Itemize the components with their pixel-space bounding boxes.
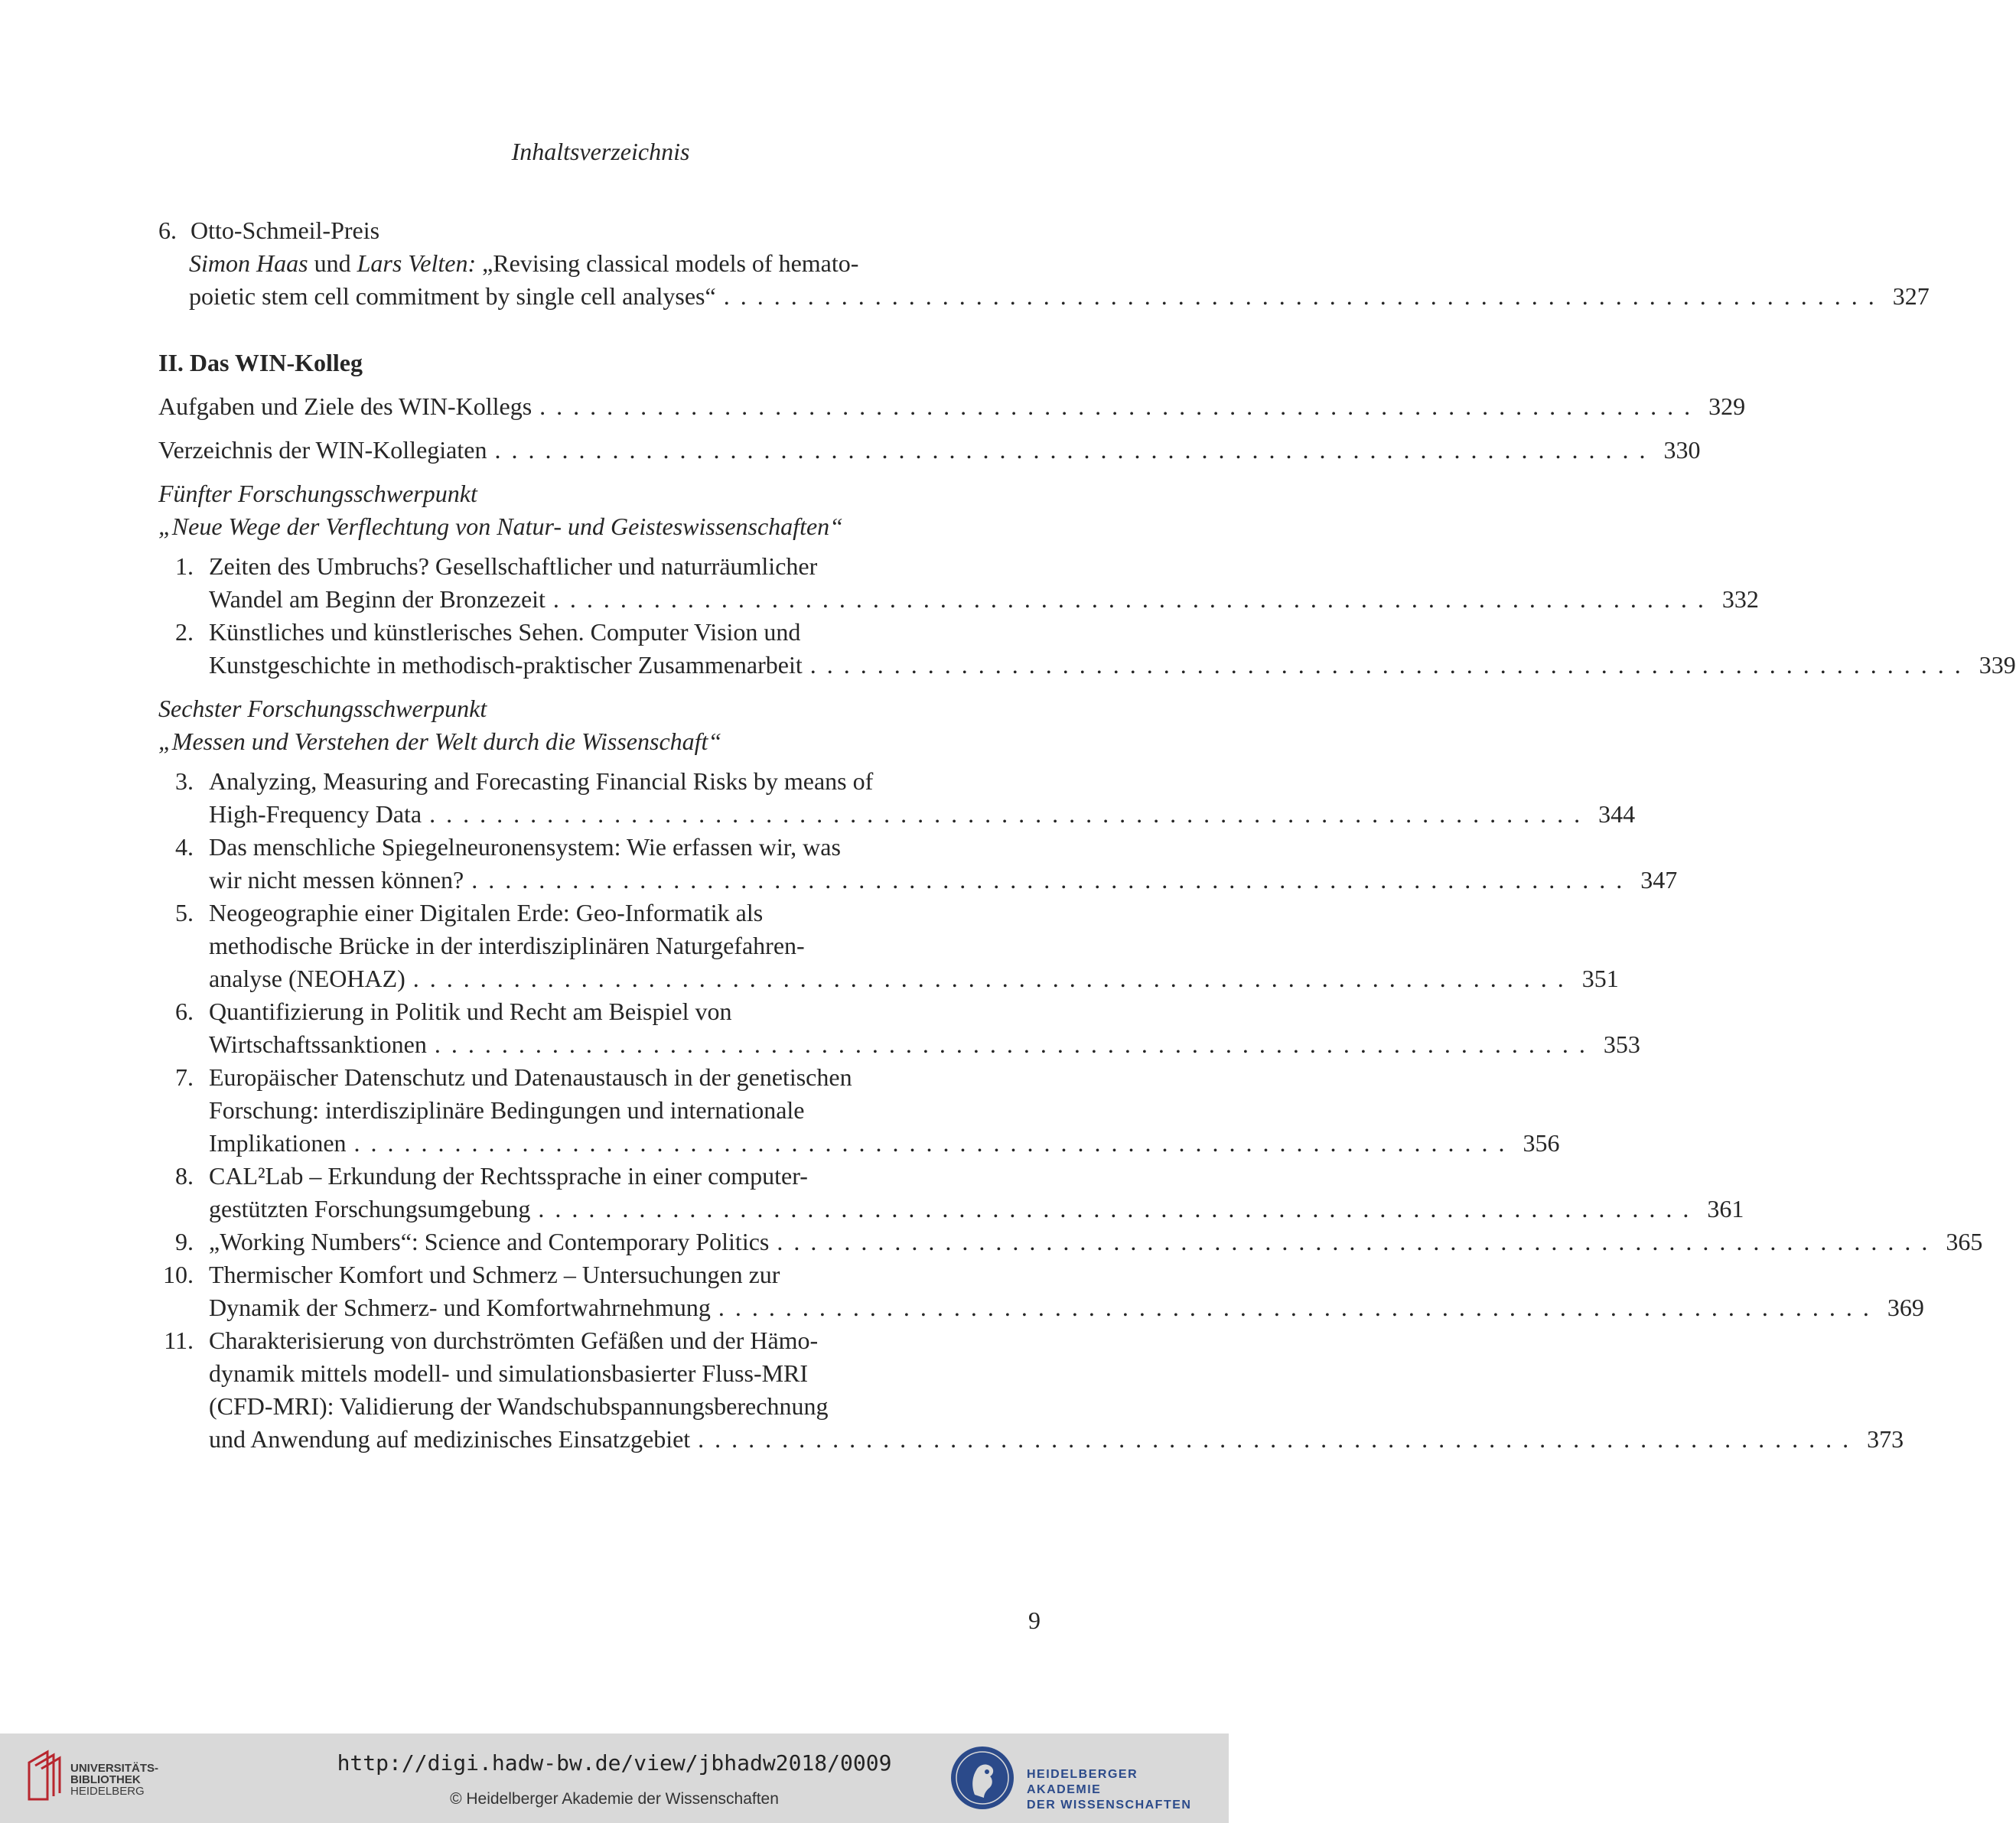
toc-item-otto-authors bbox=[158, 247, 1042, 280]
toc-item-text: Aufgaben und Ziele des WIN-Kollegs bbox=[158, 392, 532, 420]
toc-entry bbox=[158, 616, 2016, 682]
research-focus-subtitle: „Neue Wege der Verflechtung von Natur- und Geisteswissenschaften“ bbox=[158, 513, 843, 540]
toc-entry-text: Kunstgeschichte in methodisch-praktischer Zusammenarbeit bbox=[209, 651, 803, 679]
toc-entry-number: 8. bbox=[175, 1162, 194, 1190]
toc-entry-line bbox=[158, 1357, 1042, 1390]
toc-entry-line bbox=[158, 583, 1759, 616]
toc-entry-line bbox=[158, 798, 1636, 831]
toc-entry-line bbox=[158, 1061, 1042, 1094]
toc-page-number: 347 bbox=[1640, 866, 1678, 894]
leader-dots: . . . . . . . . . . . . . . . . . . . . . . . . . . . . . . . . . . . . . . . . . . . . . . . . . . . . . . . . . . . . . . . . . . . . . bbox=[412, 965, 1566, 992]
toc-entry-text: Analyzing, Measuring and Forecasting Financial Risks by means of bbox=[209, 767, 874, 795]
toc-entry-number: 4. bbox=[175, 833, 194, 861]
table-of-contents bbox=[158, 214, 2016, 1456]
author-name: Simon Haas bbox=[189, 249, 308, 277]
leader-dots: . . . . . . . . . . . . . . . . . . . . . . . . . . . . . . . . . . . . . . . . . . . . . . . . . . . . . . . . . . . . . . . . . . . . . bbox=[429, 800, 1583, 828]
copyright-notice: © Heidelberger Akademie der Wissenschaften bbox=[450, 1790, 779, 1808]
toc-page-number: 330 bbox=[1663, 436, 1701, 464]
toc-entry-text: Charakterisierung von durchströmten Gefäßen und der Hämo- bbox=[209, 1327, 819, 1354]
toc-entry bbox=[158, 831, 1678, 897]
toc-page-number: 369 bbox=[1887, 1294, 1924, 1321]
toc-item-otto-title bbox=[158, 214, 1042, 247]
toc-entry-text: Dynamik der Schmerz- und Komfortwahrnehmung bbox=[209, 1294, 711, 1321]
toc-entry-number: 5. bbox=[175, 899, 194, 926]
toc-entry-number: 11. bbox=[164, 1327, 194, 1354]
page-number: 9 bbox=[1028, 1607, 1041, 1634]
toc-entry-text: Wandel am Beginn der Bronzezeit bbox=[209, 585, 546, 613]
toc-entry bbox=[158, 1160, 1744, 1226]
logo-line: DER WISSENSCHAFTEN bbox=[1027, 1799, 1192, 1812]
toc-entry-line bbox=[158, 1127, 1560, 1160]
research-focus-subtitle: „Messen und Verstehen der Welt durch die Wissenschaft“ bbox=[158, 728, 722, 755]
toc-entry bbox=[158, 1324, 1904, 1456]
toc-entry bbox=[158, 1226, 1983, 1258]
toc-entry-line bbox=[158, 550, 1042, 583]
toc-entry-number: 3. bbox=[175, 767, 194, 795]
toc-entry-line bbox=[158, 1226, 1983, 1258]
toc-entry-line bbox=[158, 765, 1042, 798]
toc-item-verzeichnis bbox=[158, 434, 1701, 467]
author-name: Lars Velten: bbox=[357, 249, 477, 277]
toc-entry-line bbox=[158, 1160, 1042, 1193]
leader-dots: . . . . . . . . . . . . . . . . . . . . . . . . . . . . . . . . . . . . . . . . . . . . . . . . . . . . . . . . . . . . . . . . . . . . . bbox=[538, 1195, 1692, 1222]
toc-entry-line bbox=[158, 1291, 1924, 1324]
toc-entries-group-2 bbox=[158, 765, 1983, 1456]
toc-entry-line bbox=[158, 1324, 1042, 1357]
toc-entry-text: Das menschliche Spiegelneuronensystem: Wie erfassen wir, was bbox=[209, 833, 841, 861]
academy-seal-icon bbox=[949, 1744, 1016, 1812]
toc-entry-number: 7. bbox=[175, 1063, 194, 1091]
toc-page-number: 356 bbox=[1523, 1129, 1560, 1157]
leader-dots: . . . . . . . . . . . . . . . . . . . . . . . . . . . . . . . . . . . . . . . . . . . . . . . . . . . . . . . . . . . . . . . . . . . . . bbox=[539, 392, 1693, 420]
leader-dots: . . . . . . . . . . . . . . . . . . . . . . . . . . . . . . . . . . . . . . . . . . . . . . . . . . . . . . . . . . . . . . . . . . . . . bbox=[777, 1228, 1930, 1255]
toc-entry-line bbox=[158, 864, 1678, 897]
toc-page-number: 344 bbox=[1598, 800, 1636, 828]
leader-dots: . . . . . . . . . . . . . . . . . . . . . . . . . . . . . . . . . . . . . . . . . . . . . . . . . . . . . . . . . . . . . . . . . . . . . bbox=[718, 1294, 1871, 1321]
toc-entry-text: Künstliches und künstlerisches Sehen. Computer Vision und bbox=[209, 618, 801, 646]
toc-entry-text: Thermischer Komfort und Schmerz – Untersuchungen zur bbox=[209, 1261, 780, 1288]
toc-entry-text: gestützten Forschungsumgebung bbox=[209, 1195, 531, 1222]
leader-dots: . . . . . . . . . . . . . . . . . . . . . . . . . . . . . . . . . . . . . . . . . . . . . . . . . . . . . . . . . . . . . . . . . . . . . bbox=[471, 866, 1625, 894]
toc-item-text: „Revising classical models of hemato- bbox=[476, 249, 859, 277]
research-focus-label: Fünfter Forschungsschwerpunkt bbox=[158, 480, 477, 507]
toc-entry-text: dynamik mittels modell- und simulationsbasierter Fluss-MRI bbox=[209, 1359, 809, 1387]
toc-entry bbox=[158, 1258, 1924, 1324]
toc-entry-line bbox=[158, 929, 1042, 962]
logo-line: HEIDELBERGER AKADEMIE bbox=[1027, 1768, 1138, 1796]
leader-dots: . . . . . . . . . . . . . . . . . . . . . . . . . . . . . . . . . . . . . . . . . . . . . . . . . . . . . . . . . . . . . . . . . . . . . bbox=[698, 1425, 1852, 1453]
toc-entry-line bbox=[158, 1094, 1042, 1127]
toc-item-text: Verzeichnis der WIN-Kollegiaten bbox=[158, 436, 487, 464]
toc-entry-text: Zeiten des Umbruchs? Gesellschaftlicher und naturräumlicher bbox=[209, 552, 818, 580]
toc-entry-number: 6. bbox=[175, 998, 194, 1025]
toc-page-number: 353 bbox=[1603, 1030, 1640, 1058]
toc-page-number: 339 bbox=[1979, 651, 2016, 679]
leader-dots: . . . . . . . . . . . . . . . . . . . . . . . . . . . . . . . . . . . . . . . . . . . . . . . . . . . . . . . . . . . . . . . . . . . . . bbox=[434, 1030, 1588, 1058]
leader-dots: . . . . . . . . . . . . . . . . . . . . . . . . . . . . . . . . . . . . . . . . . . . . . . . . . . . . . . . . . . . . . . . . . . . . . bbox=[494, 436, 1648, 464]
toc-entry-number: 9. bbox=[175, 1228, 194, 1255]
toc-item-aufgaben bbox=[158, 390, 1746, 423]
toc-entry-text: Forschung: interdisziplinäre Bedingungen und internationale bbox=[209, 1096, 805, 1124]
toc-entry-text: High-Frequency Data bbox=[209, 800, 422, 828]
toc-entry-text: CAL²Lab – Erkundung der Rechtssprache in einer computer- bbox=[209, 1162, 808, 1190]
toc-entry-line bbox=[158, 962, 1619, 995]
toc-entry-line bbox=[158, 1028, 1640, 1061]
toc-entry-text: Europäischer Datenschutz und Datenaustausch in der genetischen bbox=[209, 1063, 852, 1091]
toc-entry bbox=[158, 765, 1636, 831]
leader-dots: . . . . . . . . . . . . . . . . . . . . . . . . . . . . . . . . . . . . . . . . . . . . . . . . . . . . . . . . . . . . . . . . . . . . . bbox=[353, 1129, 1507, 1157]
toc-entry-text: Wirtschaftssanktionen bbox=[209, 1030, 427, 1058]
toc-entry-text: (CFD-MRI): Validierung der Wandschubspannungsberechnung bbox=[209, 1392, 829, 1420]
toc-entry-text: methodische Brücke in der interdisziplinären Naturgefahren- bbox=[209, 932, 805, 959]
academy-logo[interactable] bbox=[949, 1744, 1209, 1813]
toc-entry-line bbox=[158, 1193, 1744, 1226]
toc-entry-line bbox=[158, 1423, 1904, 1456]
leader-dots: . . . . . . . . . . . . . . . . . . . . . . . . . . . . . . . . . . . . . . . . . . . . . . . . . . . . . . . . . . . . . . . . . . . . . bbox=[552, 585, 1706, 613]
leader-dots: . . . . . . . . . . . . . . . . . . . . . . . . . . . . . . . . . . . . . . . . . . . . . . . . . . . . . . . . . . . . . . . . . . . . . bbox=[723, 282, 1877, 310]
research-focus-label: Sechster Forschungsschwerpunkt bbox=[158, 695, 487, 722]
conjunction: und bbox=[308, 249, 357, 277]
toc-entry bbox=[158, 550, 1759, 616]
toc-page-number: 327 bbox=[1892, 282, 1930, 310]
toc-entry-line bbox=[158, 649, 2016, 682]
toc-entries-group-1 bbox=[158, 550, 2016, 682]
logo-line: BIBLIOTHEK bbox=[70, 1773, 141, 1786]
section-heading: II. Das WIN-Kolleg bbox=[158, 349, 363, 376]
toc-page-number: 329 bbox=[1708, 392, 1746, 420]
toc-entry-text: analyse (NEOHAZ) bbox=[209, 965, 405, 992]
leader-dots: . . . . . . . . . . . . . . . . . . . . . . . . . . . . . . . . . . . . . . . . . . . . . . . . . . . . . . . . . . . . . . . . . . . . . bbox=[809, 651, 1963, 679]
toc-entry-line bbox=[158, 616, 1042, 649]
toc-entry-number: 2. bbox=[175, 618, 194, 646]
toc-entry-line bbox=[158, 831, 1042, 864]
toc-entry-number: 1. bbox=[175, 552, 194, 580]
toc-entry-text: Implikationen bbox=[209, 1129, 347, 1157]
toc-item-text: poietic stem cell commitment by single cell analyses“ bbox=[189, 282, 716, 310]
toc-page-number: 332 bbox=[1721, 585, 1759, 613]
toc-entry-line bbox=[158, 897, 1042, 929]
academy-name bbox=[1027, 1767, 1209, 1813]
toc-page-number: 365 bbox=[1946, 1228, 1983, 1255]
toc-item-title: Otto-Schmeil-Preis bbox=[191, 216, 380, 244]
toc-entry-number: 10. bbox=[163, 1261, 194, 1288]
toc-entry-line bbox=[158, 995, 1042, 1028]
footer-bar bbox=[0, 1733, 1229, 1823]
toc-entry-text: wir nicht messen können? bbox=[209, 866, 464, 894]
toc-entry bbox=[158, 995, 1640, 1061]
toc-entry-line bbox=[158, 1390, 1042, 1423]
toc-page-number: 373 bbox=[1867, 1425, 1904, 1453]
toc-entry-text: „Working Numbers“: Science and Contemporary Politics bbox=[209, 1228, 770, 1255]
toc-entry bbox=[158, 1061, 1560, 1160]
toc-item-otto-last bbox=[158, 280, 1930, 313]
running-head: Inhaltsverzeichnis bbox=[511, 138, 690, 165]
toc-entry-text: Neogeographie einer Digitalen Erde: Geo-Informatik als bbox=[209, 899, 764, 926]
toc-entry-text: und Anwendung auf medizinisches Einsatzgebiet bbox=[209, 1425, 691, 1453]
toc-page-number: 351 bbox=[1581, 965, 1619, 992]
toc-entry bbox=[158, 897, 1619, 995]
toc-item-number: 6. bbox=[158, 216, 177, 244]
toc-entry-line bbox=[158, 1258, 1042, 1291]
permalink-url[interactable]: http://digi.hadw-bw.de/view/jbhadw2018/0009 bbox=[337, 1750, 892, 1776]
logo-line: HEIDELBERG bbox=[70, 1785, 145, 1798]
logo-line: UNIVERSITÄTS- bbox=[70, 1762, 159, 1775]
toc-entry-text: Quantifizierung in Politik und Recht am Beispiel von bbox=[209, 998, 732, 1025]
toc-page-number: 361 bbox=[1707, 1195, 1744, 1222]
